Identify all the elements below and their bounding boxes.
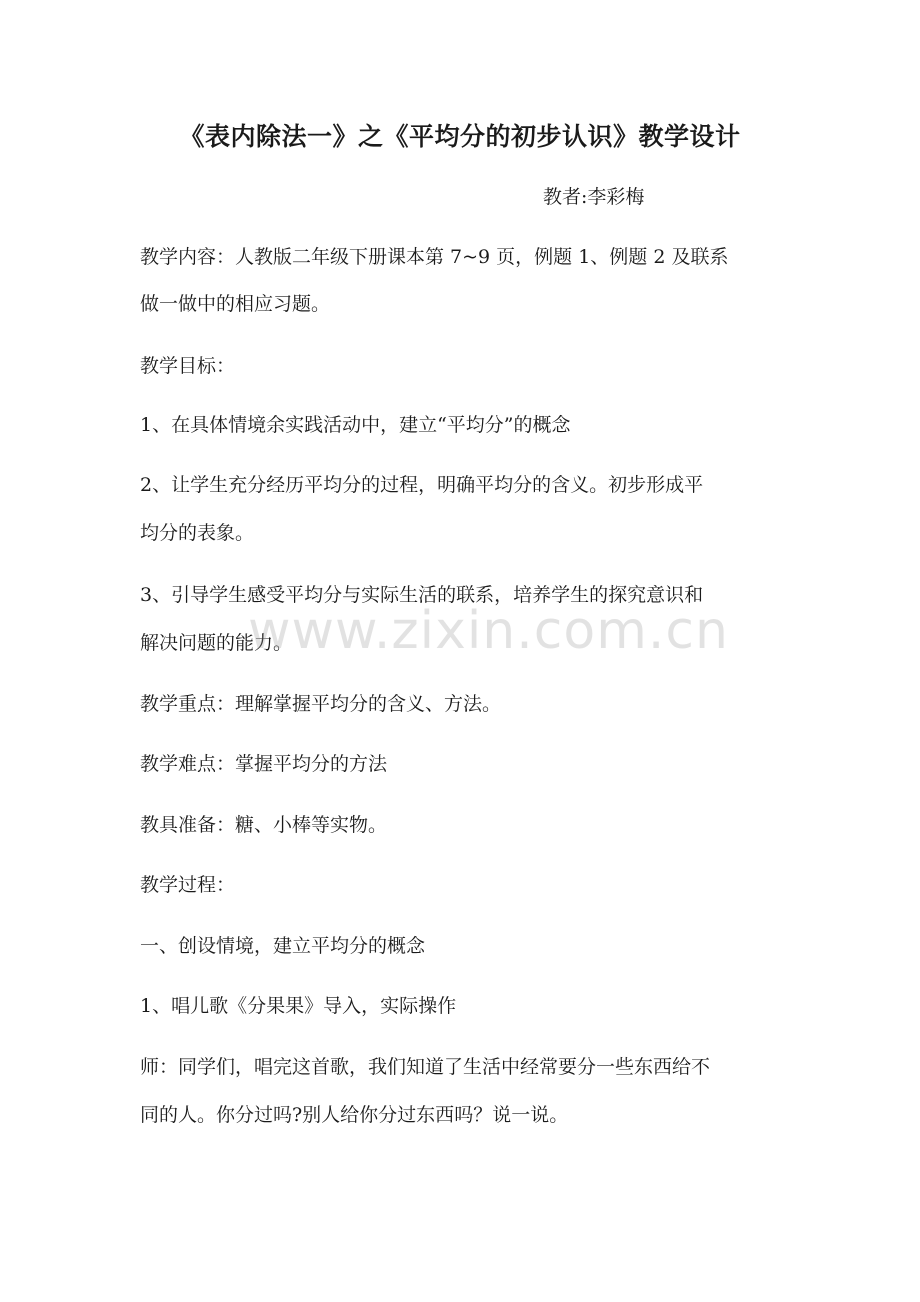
watermark: www.zixin.com.cn xyxy=(248,601,729,661)
paragraph-line: 2、让学生充分经历平均分的过程，明确平均分的含义。初步形成平 xyxy=(140,474,704,496)
paragraph-line: 做一做中的相应习题。 xyxy=(140,293,331,315)
author-line: 教者:李彩梅 xyxy=(543,186,645,208)
paragraph-line: 教学过程： xyxy=(140,874,236,896)
paragraph-line: 教学重点：理解掌握平均分的含义、方法。 xyxy=(140,693,502,715)
paragraph-line: 均分的表象。 xyxy=(140,522,255,544)
paragraph-line: 解决问题的能力。 xyxy=(140,632,293,654)
paragraph-line: 教学难点：掌握平均分的方法 xyxy=(140,753,388,775)
paragraph-line: 3、引导学生感受平均分与实际生活的联系，培养学生的探究意识和 xyxy=(140,584,704,606)
document-title: 《表内除法一》之《平均分的初步认识》教学设计 xyxy=(179,122,741,151)
paragraph-line: 师：同学们，唱完这首歌，我们知道了生活中经常要分一些东西给不 xyxy=(140,1056,711,1078)
paragraph-line: 1、在具体情境余实践活动中，建立“平均分”的概念 xyxy=(140,414,571,436)
paragraph-line: 教学内容：人教版二年级下册课本第 7~9 页，例题 1、例题 2 及联系 xyxy=(140,246,729,268)
paragraph-line: 教具准备：糖、小棒等实物。 xyxy=(140,814,388,836)
paragraph-line: 同的人。你分过吗?别人给你分过东西吗？说一说。 xyxy=(140,1104,569,1126)
paragraph-line: 教学目标： xyxy=(140,355,236,377)
paragraph-line: 1、唱儿歌《分果果》导入，实际操作 xyxy=(140,995,457,1017)
paragraph-line: 一、创设情境，建立平均分的概念 xyxy=(140,935,426,957)
